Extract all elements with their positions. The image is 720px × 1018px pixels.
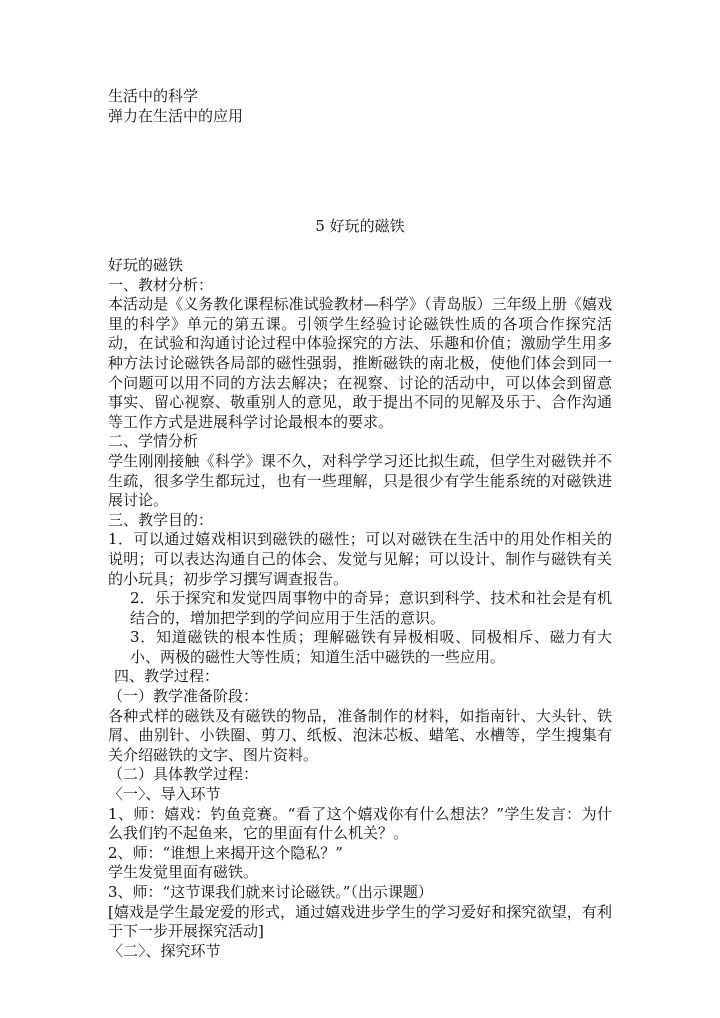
step-heading-explore: 〈二〉、探究环节	[108, 941, 221, 960]
goal-item-1: 1．可以通过嬉戏相识到磁铁的磁性；可以对磁铁在生活中的用处作相关的说明；可以表达沟通自己的体会、发觉与见解；可以设计、制作与磁铁有关的小玩具；初步学习撰写调查报告。	[108, 530, 612, 588]
heading-student-analysis: 二、学情分析	[108, 432, 199, 451]
step-item-2: 2、师：“谁想上来揭开这个隐私？”	[108, 843, 343, 862]
header-line-2: 弹力在生活中的应用	[108, 107, 244, 125]
teaching-note: [嬉戏是学生最宠爱的形式，通过嬉戏进步学生的学习爱好和探究欲望，有利于下一步开展探究活动]	[108, 902, 612, 941]
chapter-title: 5 好玩的磁铁	[315, 217, 405, 235]
heading-teaching-goals: 三、教学目的：	[108, 510, 214, 529]
step-heading-intro: 〈一〉、导入环节	[108, 785, 221, 804]
heading-teaching-process: 四、教学过程：	[114, 667, 220, 686]
step-item-3: 3、师：“这节课我们就来讨论磁铁。”（出示课题）	[108, 883, 433, 901]
header-line-1: 生活中的科学	[108, 87, 199, 105]
subheading-preparation: （一）教学准备阶段：	[108, 687, 259, 706]
section-title: 好玩的磁铁	[108, 256, 184, 274]
paragraph-student-analysis: 学生刚刚接触《科学》课不久，对科学学习还比拟生疏，但学生对磁铁并不生疏，很多学生都玩过，也有一些理解，只是很少有学生能系统的对磁铁进展讨论。	[108, 451, 612, 510]
document-body	[108, 256, 612, 961]
step-item-1: 1、师：嬉戏：钓鱼竞赛。“看了这个嬉戏你有什么想法？”学生发言：为什么我们钓不起鱼来，它的里面有什么机关？。	[108, 804, 612, 843]
document-header	[108, 86, 243, 126]
step-result: 学生发觉里面有磁铁。	[108, 863, 259, 882]
heading-textbook-analysis: 一、教材分析：	[108, 275, 214, 294]
goal-item-3: 3．知道磁铁的根本性质；理解磁铁有异极相吸、同极相斥、磁力有大小、两极的磁性大等性质；知道生活中磁铁的一些应用。	[130, 628, 612, 666]
paragraph-preparation: 各种式样的磁铁及有磁铁的物品，准备制作的材料，如指南针、大头针、铁屑、曲别针、小铁圈、剪刀、纸板、泡沫芯板、蜡笔、水槽等，学生搜集有关介绍磁铁的文字、图片资料。	[108, 706, 612, 764]
paragraph-textbook-analysis: 本活动是《义务教化课程标准试验教材—科学》（青岛版）三年级上册《嬉戏里的科学》单元的第五课。引领学生经验讨论磁铁性质的各项合作探究活动，在试验和沟通讨论过程中体验探究的方法、乐趣和价值；激励学生用多种方法讨论磁铁各局部的磁性强弱，推断磁铁的南北极，使他们体会到同一个问题可以用不同的方法去解决；在视察、讨论的活动中，可以体会到留意事实、留心视察、敬重别人的意见，敢于提出不同的见解及乐于、合作沟通等工作方式是进展科学讨论最根本的要求。	[108, 295, 612, 431]
subheading-process: （二）具体教学过程：	[108, 765, 259, 784]
goal-item-2: 2．乐于探究和发觉四周事物中的奇异；意识到科学、技术和社会是有机结合的，增加把学到的学问应用于生活的意识。	[130, 589, 612, 627]
